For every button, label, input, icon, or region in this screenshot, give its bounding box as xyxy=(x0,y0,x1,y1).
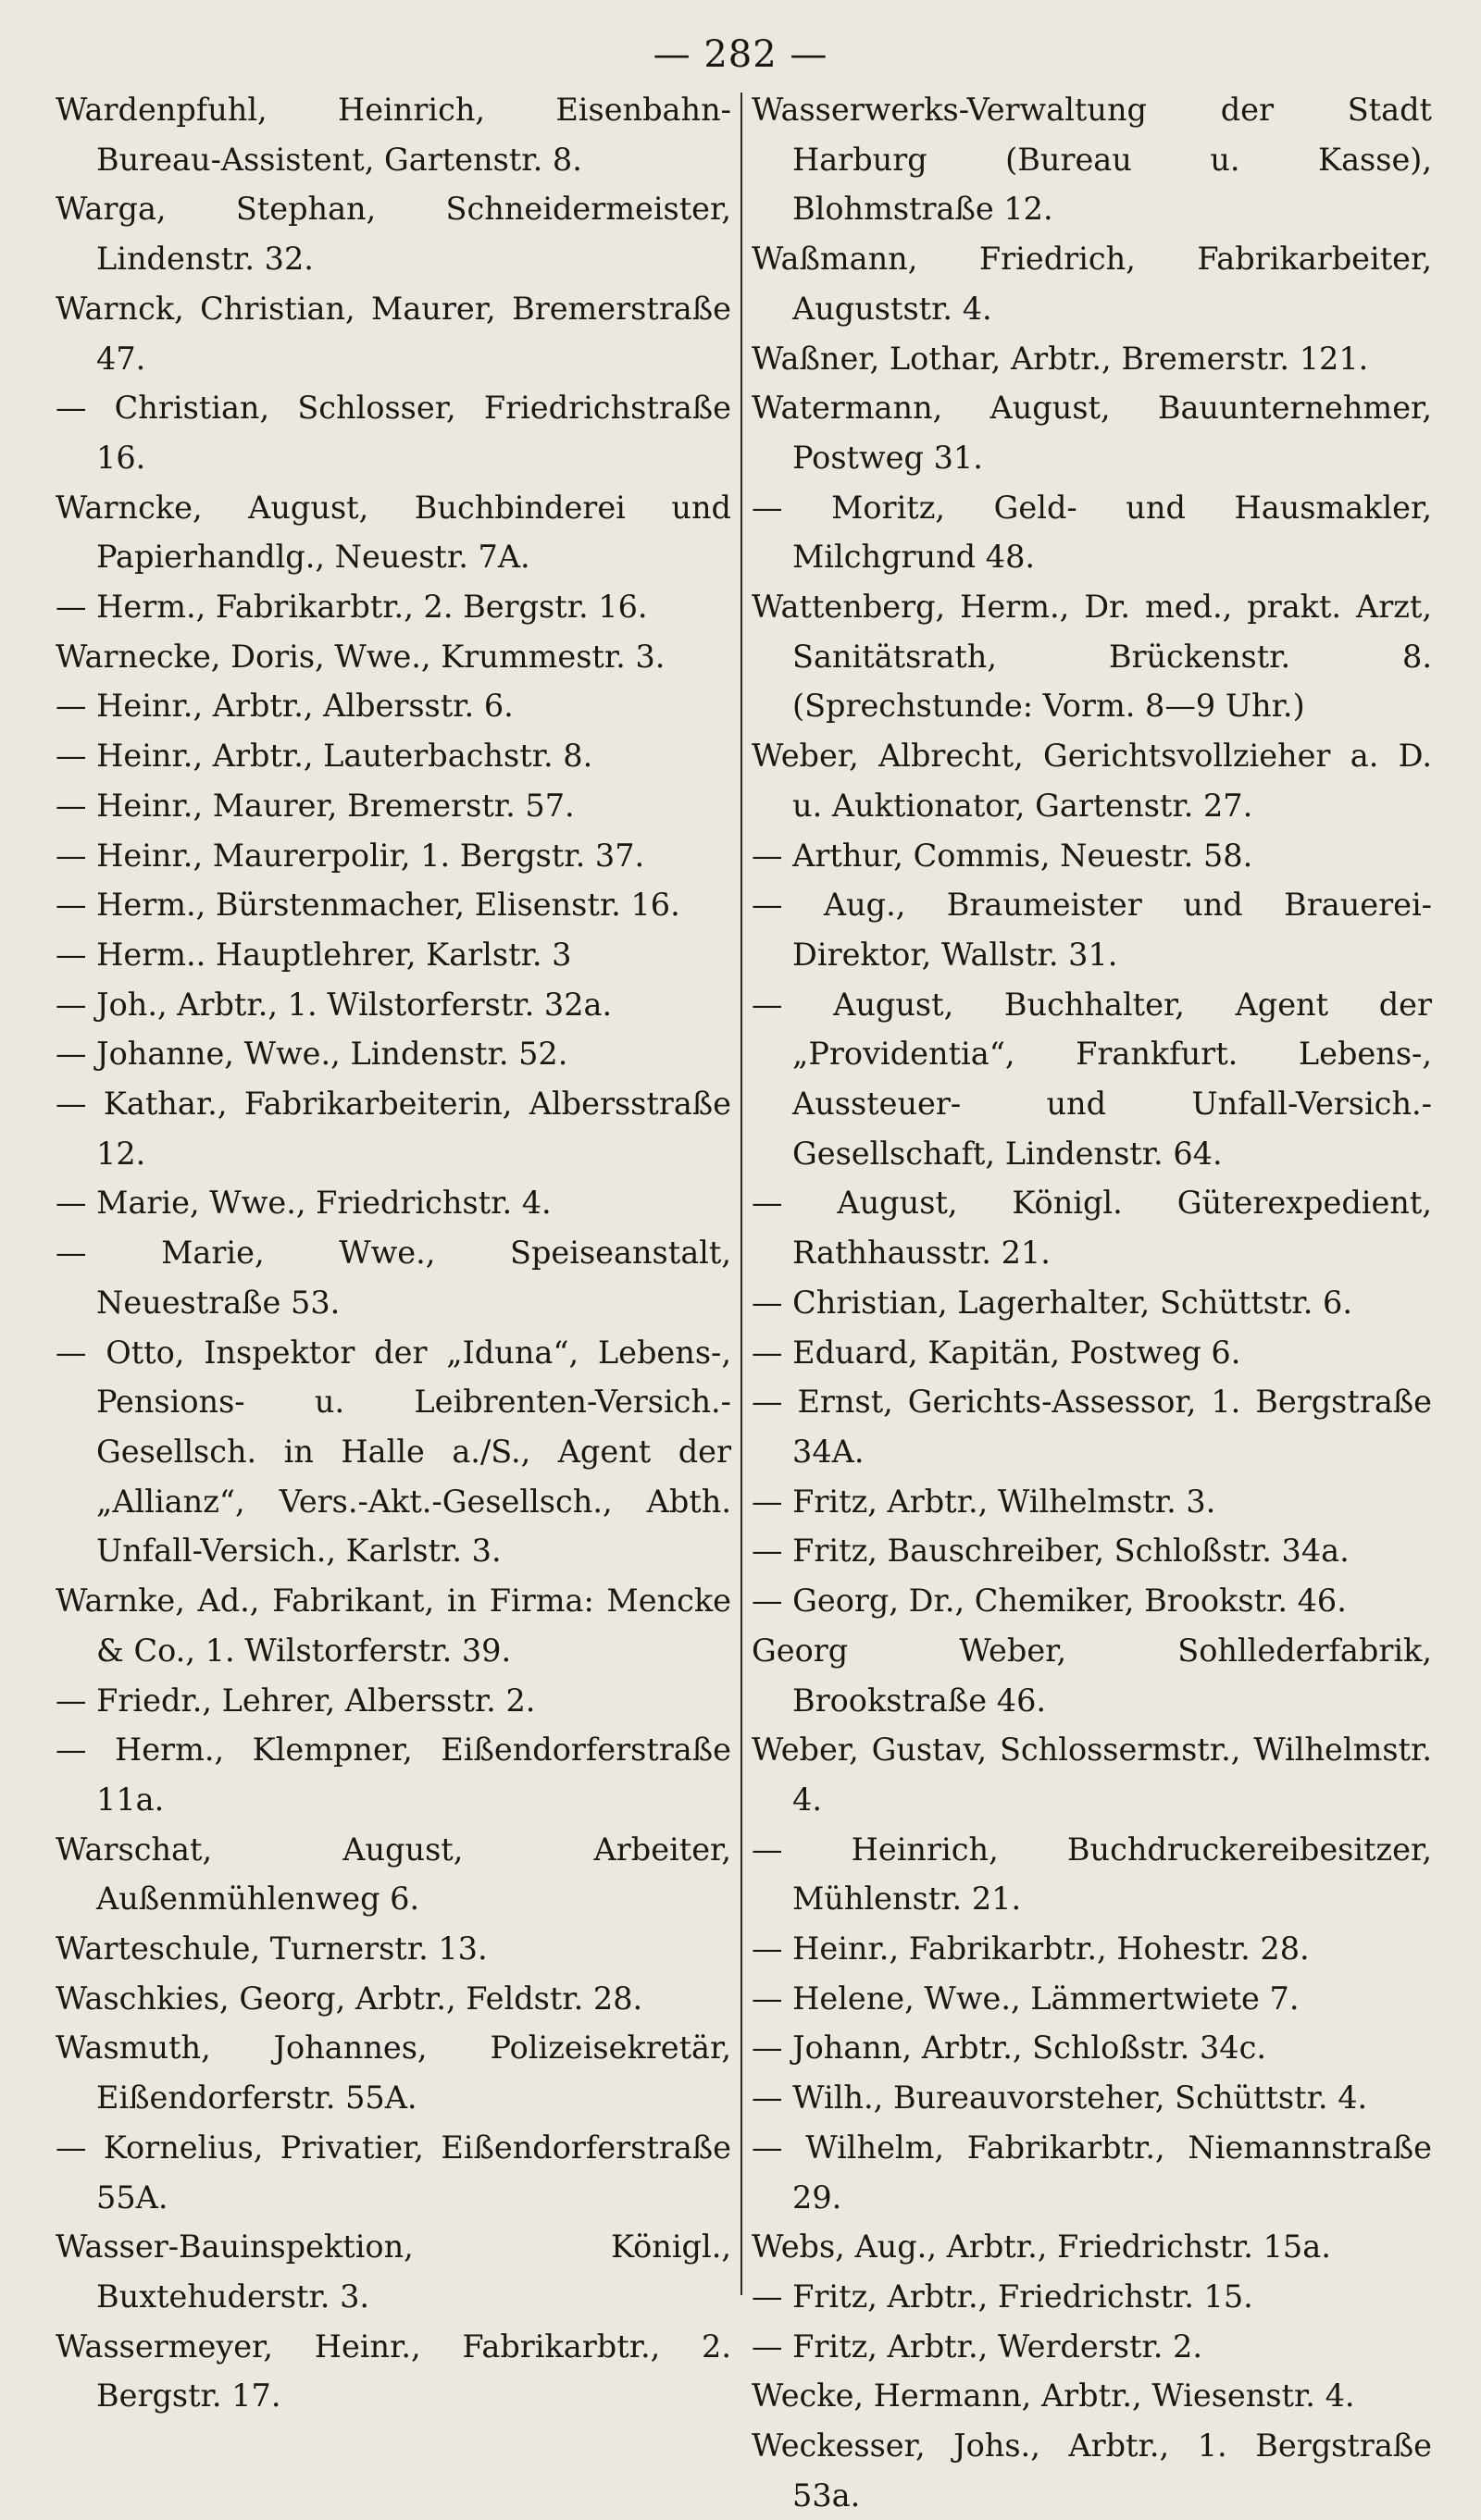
directory-entry: — Georg, Dr., Chemiker, Brookstr. 46. xyxy=(752,1583,1347,1620)
directory-entry: Waschkies, Georg, Arbtr., Feldstr. 28. xyxy=(56,1980,643,2017)
page-number: — 282 — xyxy=(653,33,828,76)
directory-entry: — Wilhelm, Fabrikarbtr., Niemannstraße 29. xyxy=(752,2129,1432,2216)
left-column xyxy=(56,85,731,2421)
directory-entry: Waßmann, Friedrich, Fabrikarbeiter, Auguststr. 4. xyxy=(752,241,1432,327)
directory-entry: Wattenberg, Herm., Dr. med., prakt. Arzt, Sanitätsrath, Brückenstr. 8. (Sprechstunde: Vorm. 8—9 Uhr.) xyxy=(752,589,1432,725)
directory-entry: — Christian, Schlosser, Friedrichstraße 16. xyxy=(56,390,731,476)
directory-entry: — Aug., Braumeister und Brauerei-Direktor, Wallstr. 31. xyxy=(752,887,1432,973)
directory-entry: Wasmuth, Johannes, Polizeisekretär, Eißendorferstr. 55A. xyxy=(56,2030,731,2117)
directory-entry: — Heinr., Arbtr., Albersstr. 6. xyxy=(56,688,514,725)
directory-entry: Watermann, August, Bauunternehmer, Postweg 31. xyxy=(752,390,1432,476)
right-column xyxy=(752,85,1432,2520)
directory-entry: — Johann, Arbtr., Schloßstr. 34c. xyxy=(752,2030,1267,2067)
directory-entry: Wecke, Hermann, Arbtr., Wiesenstr. 4. xyxy=(752,2377,1355,2414)
directory-entry: — Heinr., Maurer, Bremerstr. 57. xyxy=(56,787,575,824)
directory-entry: — Heinr., Arbtr., Lauterbachstr. 8. xyxy=(56,738,593,775)
directory-entry: Weber, Gustav, Schlossermstr., Wilhelmstr. 4. xyxy=(752,1732,1432,1818)
directory-entry: — Kornelius, Privatier, Eißendorferstraße 55A. xyxy=(56,2129,731,2216)
directory-entry: — August, Buchhalter, Agent der „Providentia“, Frankfurt. Lebens-, Aussteuer- und Unfall-Versich.-Gesellschaft, Lindenstr. 64. xyxy=(752,986,1432,1172)
directory-entry: — Christian, Lagerhalter, Schüttstr. 6. xyxy=(752,1284,1353,1321)
directory-entry: Warncke, August, Buchbinderei und Papierhandlg., Neuestr. 7A. xyxy=(56,489,731,576)
directory-entry: — Heinrich, Buchdruckereibesitzer, Mühlenstr. 21. xyxy=(752,1831,1432,1918)
directory-entry: Warschat, August, Arbeiter, Außenmühlenweg 6. xyxy=(56,1831,731,1918)
directory-entry: — Ernst, Gerichts-Assessor, 1. Bergstraße 34A. xyxy=(752,1384,1432,1470)
directory-entry: — Friedr., Lehrer, Albersstr. 2. xyxy=(56,1682,536,1719)
directory-entry: Warnecke, Doris, Wwe., Krummestr. 3. xyxy=(56,638,666,675)
directory-entry: Warteschule, Turnerstr. 13. xyxy=(56,1930,488,1968)
directory-entry: — Marie, Wwe., Speiseanstalt, Neuestraße 53. xyxy=(56,1235,731,1321)
directory-entry: — Wilh., Bureauvorsteher, Schüttstr. 4. xyxy=(752,2079,1368,2117)
directory-entry: Webs, Aug., Arbtr., Friedrichstr. 15a. xyxy=(752,2228,1331,2266)
directory-entry: — Herm., Fabrikarbtr., 2. Bergstr. 16. xyxy=(56,589,648,626)
directory-entry: Warnke, Ad., Fabrikant, in Firma: Mencke & Co., 1. Wilstorferstr. 39. xyxy=(56,1583,731,1669)
directory-entry: — Arthur, Commis, Neuestr. 58. xyxy=(752,837,1253,874)
directory-entry: — Heinr., Fabrikarbtr., Hohestr. 28. xyxy=(752,1930,1310,1968)
directory-entry: — Johanne, Wwe., Lindenstr. 52. xyxy=(56,1036,568,1073)
directory-entry: — Fritz, Bauschreiber, Schloßstr. 34a. xyxy=(752,1533,1350,1570)
directory-entry: — Joh., Arbtr., 1. Wilstorferstr. 32a. xyxy=(56,986,613,1023)
directory-entry: — Helene, Wwe., Lämmertwiete 7. xyxy=(752,1980,1300,2017)
directory-entry: — Eduard, Kapitän, Postweg 6. xyxy=(752,1334,1241,1371)
directory-entry: Weckesser, Johs., Arbtr., 1. Bergstraße 53a. xyxy=(752,2427,1432,2514)
directory-entry: — Moritz, Geld- und Hausmakler, Milchgrund 48. xyxy=(752,489,1432,576)
directory-entry: — Fritz, Arbtr., Wilhelmstr. 3. xyxy=(752,1483,1216,1520)
column-divider xyxy=(740,93,742,2295)
directory-entry: Wassermeyer, Heinr., Fabrikarbtr., 2. Bergstr. 17. xyxy=(56,2328,731,2414)
directory-entry: Waßner, Lothar, Arbtr., Bremerstr. 121. xyxy=(752,340,1369,377)
directory-entry: Wardenpfuhl, Heinrich, Eisenbahn-Bureau-Assistent, Gartenstr. 8. xyxy=(56,92,731,178)
directory-entry: — Marie, Wwe., Friedrichstr. 4. xyxy=(56,1185,552,1222)
directory-entry: — Heinr., Maurerpolir, 1. Bergstr. 37. xyxy=(56,837,645,874)
directory-entry: Warnck, Christian, Maurer, Bremerstraße 47. xyxy=(56,290,731,377)
directory-entry: — Herm., Klempner, Eißendorferstraße 11a. xyxy=(56,1732,731,1818)
directory-entry: Wasserwerks-Verwaltung der Stadt Harburg (Bureau u. Kasse), Blohmstraße 12. xyxy=(752,92,1432,228)
directory-entry: Weber, Albrecht, Gerichtsvollzieher a. D. u. Auktionator, Gartenstr. 27. xyxy=(752,738,1432,824)
directory-entry: — Herm.. Hauptlehrer, Karlstr. 3 xyxy=(56,936,572,973)
directory-entry: Georg Weber, Sohllederfabrik, Brookstraße 46. xyxy=(752,1632,1432,1719)
directory-entry: — Kathar., Fabrikarbeiterin, Albersstraße 12. xyxy=(56,1086,731,1172)
directory-entry: — August, Königl. Güterexpedient, Rathhausstr. 21. xyxy=(752,1185,1432,1272)
directory-entry: — Fritz, Arbtr., Werderstr. 2. xyxy=(752,2328,1202,2365)
directory-entry: — Fritz, Arbtr., Friedrichstr. 15. xyxy=(752,2278,1253,2315)
directory-entry: Warga, Stephan, Schneidermeister, Lindenstr. 32. xyxy=(56,191,731,278)
directory-entry: — Herm., Bürstenmacher, Elisenstr. 16. xyxy=(56,887,680,924)
directory-entry: — Otto, Inspektor der „Iduna“, Lebens-, Pensions- u. Leibrenten-Versich.-Gesellsch. in Halle a./S., Agent der „Allianz“, Vers.-Akt.-Gesellsch., Abth. Unfall-Versich., Karlstr. 3. xyxy=(56,1334,731,1570)
directory-entry: Wasser-Bauinspektion, Königl., Buxtehuderstr. 3. xyxy=(56,2228,731,2315)
